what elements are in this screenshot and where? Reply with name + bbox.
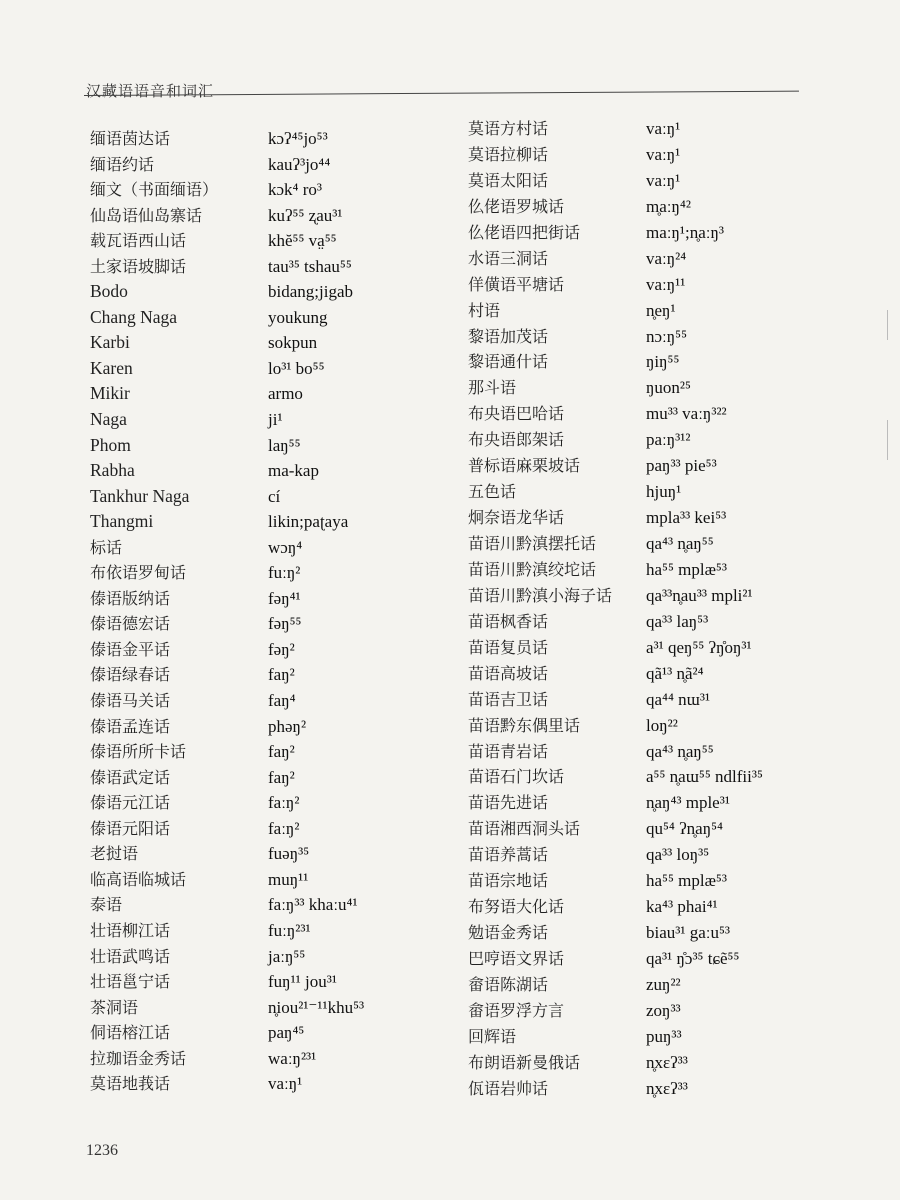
word-form: paŋ³³ pie⁵³ — [646, 456, 717, 476]
word-form: vaːŋ¹ — [646, 119, 681, 138]
word-entry — [90, 1071, 450, 1097]
word-form: qa⁴³ n̥aŋ⁵⁵ — [646, 741, 714, 761]
scan-edge-mark — [887, 420, 888, 460]
word-form: qu⁵⁴ ʔn̥aŋ⁵⁴ — [646, 819, 723, 839]
word-form: qa³¹ ŋ̊ɔ³⁵ tɕẽ⁵⁵ — [646, 949, 740, 968]
word-entry — [468, 894, 828, 920]
word-entry — [468, 687, 828, 713]
word-entry — [90, 688, 450, 714]
word-form: puŋ³³ — [646, 1026, 682, 1046]
word-form: mpla³³ kei⁵³ — [646, 508, 727, 528]
word-entry — [468, 168, 828, 194]
word-form: ha⁵⁵ mplæ⁵³ — [646, 559, 727, 579]
word-form: muŋ¹¹ — [268, 869, 309, 889]
language-name: 标话 — [90, 537, 123, 557]
word-entry — [468, 583, 828, 609]
word-form: fəŋ⁵⁵ — [268, 614, 302, 634]
word-entry — [468, 349, 828, 375]
language-name: 傣语所所卡话 — [90, 742, 187, 762]
language-name: 载瓦语西山话 — [90, 231, 187, 251]
word-entry — [90, 458, 450, 484]
language-name: 仫佬语罗城话 — [468, 196, 565, 216]
word-form: mu³³ vaːŋ³²² — [646, 404, 727, 424]
word-form: qã¹³ n̥ã²⁴ — [646, 663, 704, 683]
word-form: fuːŋ²³¹ — [268, 920, 311, 940]
word-entry — [90, 816, 450, 842]
word-entry — [468, 272, 828, 298]
word-form: ŋiŋ⁵⁵ — [646, 352, 680, 372]
word-form: faŋ⁴ — [268, 691, 296, 711]
word-form: a³¹ qeŋ⁵⁵ ʔŋ̊oŋ³¹ — [646, 637, 752, 657]
language-name: Bodo — [90, 281, 128, 302]
language-name: 苗语枫香话 — [468, 611, 549, 631]
language-name: 巴哼语文界话 — [468, 949, 565, 968]
word-entry — [468, 479, 828, 505]
word-form: biau³¹ gaːu⁵³ — [646, 923, 731, 943]
word-entry — [90, 969, 450, 995]
word-form: armo — [268, 384, 303, 404]
language-name: 那斗语 — [468, 378, 517, 398]
language-name: 苗语川黔滇绞坨话 — [468, 559, 597, 579]
running-header: 汉藏语语音和词汇 — [86, 82, 215, 100]
word-entry — [468, 116, 828, 142]
language-name: 畲语罗浮方言 — [468, 1000, 565, 1020]
word-form: faŋ² — [268, 767, 295, 787]
word-entry — [468, 764, 828, 790]
language-name: 莫语地莪话 — [90, 1074, 171, 1094]
language-name: 苗语川黔滇小海子话 — [468, 585, 613, 605]
word-form: tau³⁵ tshau⁵⁵ — [268, 256, 352, 276]
word-form: ji¹ — [268, 410, 283, 430]
word-form: paŋ⁴⁵ — [268, 1023, 305, 1043]
language-name: 苗语吉卫话 — [468, 689, 549, 709]
language-name: 壮语柳江话 — [90, 920, 171, 940]
word-form: hjuŋ¹ — [646, 482, 682, 502]
word-form: kɔk⁴ ro³ — [268, 180, 322, 200]
language-name: 泰语 — [90, 895, 123, 915]
word-entry — [468, 1024, 828, 1050]
language-name: 傣语德宏话 — [90, 614, 171, 634]
language-name: 傣语金平话 — [90, 639, 171, 659]
word-entry — [90, 126, 450, 152]
word-entry — [468, 220, 828, 246]
language-name: 仙岛语仙岛寨话 — [90, 205, 203, 225]
language-name: Mikir — [90, 383, 130, 404]
language-name: 缅语约话 — [90, 154, 155, 174]
word-form: phəŋ² — [268, 716, 307, 736]
language-name: 临高语临城话 — [90, 869, 187, 889]
language-name: Thangmi — [90, 511, 154, 532]
word-form: n̥xɛʔ³³ — [646, 1078, 688, 1098]
language-name: 黎语通什话 — [468, 352, 549, 372]
language-name: 炯奈语龙华话 — [468, 508, 565, 528]
word-form: wɔŋ⁴ — [268, 537, 303, 557]
language-name: 苗语石门坎话 — [468, 767, 565, 787]
word-form: laŋ⁵⁵ — [268, 435, 301, 455]
word-entry — [468, 453, 828, 479]
language-name: 苗语先进话 — [468, 793, 549, 813]
word-entry — [468, 816, 828, 842]
word-entry — [90, 918, 450, 944]
word-form: m̥aːŋ⁴² — [646, 196, 691, 216]
word-entry — [90, 1046, 450, 1072]
language-name: 苗语宗地话 — [468, 871, 549, 891]
word-entry — [468, 505, 828, 531]
language-name: 苗语湘西洞头话 — [468, 819, 581, 839]
language-name: 五色话 — [468, 482, 517, 502]
language-name: Phom — [90, 434, 131, 455]
language-name: 傣语马关话 — [90, 691, 171, 711]
word-form: lo³¹ bo⁵⁵ — [268, 358, 325, 378]
language-name: 苗语川黔滇摆托话 — [468, 534, 597, 553]
language-name: 布央语郎架话 — [468, 430, 565, 450]
word-entry — [468, 531, 828, 557]
word-entry — [468, 298, 828, 324]
word-form: loŋ²² — [646, 715, 678, 735]
language-name: 土家语坡脚话 — [90, 256, 187, 276]
word-entry — [90, 152, 450, 178]
word-form: faːŋ² — [268, 818, 300, 838]
word-form: qa³³ loŋ³⁵ — [646, 845, 710, 865]
word-form: qa³³n̥au³³ mpli²¹ — [646, 585, 753, 605]
word-entry — [468, 713, 828, 739]
scan-edge-mark — [887, 310, 888, 340]
language-name: 回辉语 — [468, 1026, 517, 1046]
word-form: fəŋ² — [268, 639, 295, 659]
word-entry — [90, 509, 450, 535]
language-name: 布朗语新曼俄话 — [468, 1052, 581, 1072]
language-name: 仫佬语四把街话 — [468, 222, 581, 242]
word-entry — [90, 330, 450, 356]
word-entry — [468, 920, 828, 946]
language-name: 水语三洞话 — [468, 248, 549, 268]
word-entry — [468, 661, 828, 687]
word-form: cí — [268, 486, 281, 506]
language-name: 傣语元阳话 — [90, 818, 171, 838]
word-form: zuŋ²² — [646, 974, 681, 994]
word-entry — [468, 142, 828, 168]
word-entry — [90, 560, 450, 586]
word-entry — [468, 401, 828, 427]
word-entry — [90, 484, 450, 510]
language-name: 缅语茵达话 — [90, 129, 171, 148]
language-name: 傣语元江话 — [90, 793, 171, 813]
word-entry — [90, 407, 450, 433]
word-entry — [468, 375, 828, 401]
word-entry — [90, 535, 450, 561]
word-entry — [90, 228, 450, 254]
language-name: 老挝语 — [90, 844, 139, 864]
language-name: 苗语高坡话 — [468, 663, 549, 683]
language-name: 苗语养蒿话 — [468, 845, 549, 865]
language-name: Naga — [90, 409, 127, 430]
language-name: 布央语巴哈话 — [468, 404, 565, 424]
word-form: vaːŋ¹ — [268, 1074, 303, 1094]
language-name: Tankhur Naga — [90, 485, 190, 506]
word-entry — [90, 254, 450, 280]
word-entry — [468, 972, 828, 998]
language-name: 村语 — [468, 300, 501, 320]
word-form: fuŋ¹¹ jou³¹ — [268, 972, 337, 992]
word-entry — [468, 868, 828, 894]
word-form: faːŋ² — [268, 793, 300, 813]
word-form: n̥iou²¹⁻¹¹khu⁵³ — [268, 997, 365, 1017]
word-form: waːŋ²³¹ — [268, 1048, 317, 1068]
language-name: 茶洞语 — [90, 997, 139, 1017]
word-form: ha⁵⁵ mplæ⁵³ — [646, 871, 727, 891]
language-name: 壮语邕宁话 — [90, 972, 171, 992]
language-name: 布依语罗甸话 — [90, 563, 187, 583]
word-entry — [90, 765, 450, 791]
word-entry — [90, 841, 450, 867]
word-entry — [468, 1050, 828, 1076]
word-form: zoŋ³³ — [646, 1000, 681, 1020]
word-entry — [90, 611, 450, 637]
language-name: 布努语大化话 — [468, 897, 565, 917]
language-name: Karbi — [90, 332, 130, 353]
word-form: a⁵⁵ n̥aɯ⁵⁵ ndlfii³⁵ — [646, 767, 763, 787]
word-form: fuːŋ² — [268, 563, 301, 583]
word-entry — [90, 944, 450, 970]
language-name: 莫语拉柳话 — [468, 144, 549, 164]
language-name: 畲语陈湖话 — [468, 974, 549, 994]
language-name: Karen — [90, 357, 133, 378]
language-name: 侗语榕江话 — [90, 1023, 171, 1043]
word-form: likin;paʈaya — [268, 512, 349, 532]
word-entry — [90, 305, 450, 331]
word-form: khĕ⁵⁵ va̤⁵⁵ — [268, 231, 337, 251]
language-name: 傣语版纳话 — [90, 588, 171, 608]
word-entry — [90, 995, 450, 1021]
word-form: sokpun — [268, 333, 318, 353]
language-name: 佯僙语平塘话 — [468, 274, 565, 294]
word-form: nɔːŋ⁵⁵ — [646, 326, 688, 346]
word-entry — [90, 381, 450, 407]
word-form: vaːŋ¹ — [646, 144, 681, 164]
word-entry — [90, 739, 450, 765]
word-form: qa⁴⁴ nɯ³¹ — [646, 689, 711, 709]
word-form: qa⁴³ n̥aŋ⁵⁵ — [646, 534, 714, 553]
word-form: ŋuon²⁵ — [646, 378, 691, 398]
word-entry — [468, 324, 828, 350]
word-entry — [90, 1020, 450, 1046]
word-entry — [90, 892, 450, 918]
word-entry — [468, 194, 828, 220]
word-entry — [90, 433, 450, 459]
language-name: 莫语太阳话 — [468, 170, 549, 190]
word-entry — [90, 356, 450, 382]
word-form: jaːŋ⁵⁵ — [268, 946, 306, 966]
word-entry — [468, 557, 828, 583]
language-name: 普标语麻栗坡话 — [468, 456, 581, 476]
word-entry — [90, 203, 450, 229]
left-column — [90, 126, 450, 1097]
word-form: n̥xɛʔ³³ — [646, 1052, 688, 1072]
language-name: 傣语孟连话 — [90, 716, 171, 736]
language-name: 壮语武鸣话 — [90, 946, 171, 966]
word-form: faŋ² — [268, 665, 295, 685]
language-name: 缅文（书面缅语） — [90, 180, 219, 200]
word-form: kuʔ⁵⁵ ʐau³¹ — [268, 205, 343, 225]
language-name: Rabha — [90, 460, 135, 481]
language-name: 黎语加茂话 — [468, 326, 549, 346]
word-entry — [468, 1076, 828, 1102]
language-name: 苗语复员话 — [468, 637, 549, 657]
language-name: 苗语青岩话 — [468, 741, 549, 761]
word-form: kauʔ³jo⁴⁴ — [268, 154, 331, 174]
word-form: bidang;jigab — [268, 282, 353, 302]
word-entry — [90, 279, 450, 305]
word-form: vaːŋ²⁴ — [646, 248, 687, 268]
word-form: qa³³ laŋ⁵³ — [646, 611, 709, 631]
word-entry — [468, 739, 828, 765]
language-name: Chang Naga — [90, 306, 177, 327]
word-entry — [468, 842, 828, 868]
word-entry — [468, 946, 828, 972]
language-name: 傣语绿春话 — [90, 665, 171, 685]
word-form: faːŋ³³ khaːu⁴¹ — [268, 895, 358, 915]
word-entry — [468, 998, 828, 1024]
word-form: vaːŋ¹¹ — [646, 274, 686, 294]
word-form: ka⁴³ phai⁴¹ — [646, 897, 718, 917]
word-form: kɔʔ⁴⁵jo⁵³ — [268, 129, 328, 148]
word-form: n̥aŋ⁴³ mple³¹ — [646, 793, 730, 813]
language-name: 苗语黔东偶里话 — [468, 715, 581, 735]
language-name: 勉语金秀话 — [468, 923, 549, 943]
page-number: 1236 — [86, 1142, 118, 1159]
word-form: vaːŋ¹ — [646, 170, 681, 190]
word-form: paːŋ³¹² — [646, 430, 691, 450]
language-name: 莫语方村话 — [468, 119, 549, 138]
word-entry — [468, 246, 828, 272]
word-entry — [90, 637, 450, 663]
word-entry — [468, 609, 828, 635]
language-name: 佤语岩帅话 — [468, 1078, 549, 1098]
language-name: 拉珈语金秀话 — [90, 1048, 187, 1068]
word-entry — [90, 867, 450, 893]
word-entry — [90, 714, 450, 740]
word-entry — [468, 790, 828, 816]
word-form: ma-kap — [268, 461, 319, 481]
word-entry — [468, 427, 828, 453]
word-entry — [90, 586, 450, 612]
word-form: n̥eŋ¹ — [646, 300, 676, 320]
word-form: fəŋ⁴¹ — [268, 588, 301, 608]
word-form: maːŋ¹;n̥aːŋ³ — [646, 222, 724, 242]
word-entry — [90, 662, 450, 688]
word-entry — [90, 790, 450, 816]
language-name: 傣语武定话 — [90, 767, 171, 787]
word-form: fuəŋ³⁵ — [268, 844, 310, 864]
word-entry — [468, 635, 828, 661]
right-column — [468, 116, 828, 1102]
word-form: youkung — [268, 307, 328, 327]
word-form: faŋ² — [268, 742, 295, 762]
word-entry — [90, 177, 450, 203]
